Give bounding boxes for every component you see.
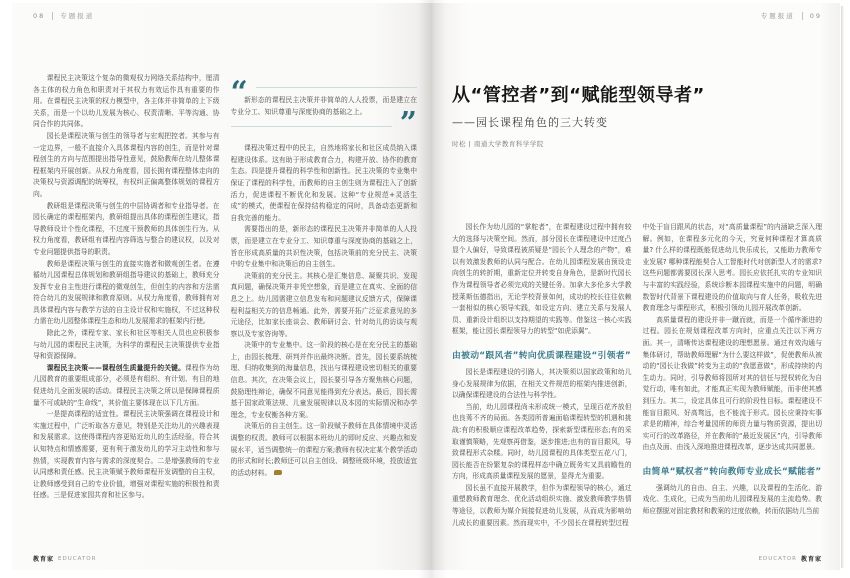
brand-name-en: EDUCATOR xyxy=(758,555,797,562)
section-heading-2: 由简单“赋权者”转向教师专业成长“赋能者” xyxy=(642,466,822,477)
right-section-label: 专题报道 xyxy=(760,12,795,20)
brand-name-cn: 教育家 xyxy=(33,556,55,563)
pull-quote-text: 新形态的课程民主决策并非简单的人人投票，而是建立在专业分工、知识尊重与深度协商的基础之上。 xyxy=(230,96,417,116)
brand-name-cn: 教育家 xyxy=(800,556,822,563)
paragraph: 一是提高课程的适宜性。课程民主决策强调在课程设计和实施过程中，广泛听取各方意见，特别是关注幼儿的兴趣表现和发展需求。这使得课程内容更贴近幼儿的生活经验，符合其认知特点和情感需要，更有利于激发幼儿的学习主动性和参与热情，实现教育内容与需求的深度契合。二是增强教师的专业认同感和责任感。民主决策赋予教师课程开发调整的自主权，让教师感受到自己的专业价值，增强对课程实施的积极性和责任感。三是促进家园共育和社区参与。 xyxy=(33,410,220,500)
paragraph: 需要指出的是，新形态的课程民主决策并非简单的人人投票，而是建立在专业分工、知识尊重与深度协商的基础之上，旨在形成高质量的共识性决策，包括决策前的充分民主、决策中的专业集中和决策后的自主创生。 xyxy=(230,225,417,269)
pull-quote-bottom-rule xyxy=(231,106,418,142)
right-page xyxy=(432,3,840,570)
paragraph: 除此之外，课程专家、家长和社区等相关人员也应积极参与幼儿园的课程民主决策，为科学的课程民主决策提供专业指导和资源保障。 xyxy=(33,329,220,361)
left-page-header xyxy=(33,11,94,20)
article-title: 从“管控者”到“赋能型领导者” xyxy=(452,85,705,106)
quote-rule-line xyxy=(231,126,392,127)
paragraph-text: 课程作为幼儿园教育的重要组成部分，必须是有组织、有计划、有目的地促进幼儿全面发展的活动。课程民主决策之所以是保障课程质量不可或缺的“生命线”，其价值主要体现在以下几方面。 xyxy=(33,363,220,407)
left-section-label: 专题报道 xyxy=(60,12,95,20)
paragraph: 园长作为幼儿园的“掌舵者”，在课程建设过程中拥有较大的选择与决策空间。然而，部分园长在课程建设中过度凸显个人偏好，导致课程被质疑是“园长个人理念的产物”，难以有效激发教师的认同与配合。在幼儿园课程发展由预设走向创生的转折期，重新定位并转变自身角色，是新时代园长作为课程领导者必须完成的关键任务。加拿大多伦多大学教授莱斯伍德指出，无论学校背景如何，成功的校长往往依赖一套相似的核心领导实践，如设定方向、建立关系与发展人员、重新设计组织以支持期望的实践等。借鉴这一核心实践框架，能让园长课程领导力的转型“如虎添翼”。 xyxy=(452,223,632,336)
left-page xyxy=(12,3,432,570)
left-column-2 xyxy=(231,73,418,546)
right-column-2 xyxy=(643,222,823,544)
right-page-number: 09 xyxy=(809,11,822,20)
close-quote-icon: ” xyxy=(399,106,417,142)
paragraph: 教研组是课程决策与创生的中层协调者和专业指导者。在园长确定的课程框架内，教研组提出具体的课程创生建议，指导教师设计个性化课程，不过度干预教师的具体创生行为。从权力角度看，教研组有课程内容筛选与整合的建议权，以及对专业问题提供指导的职责。 xyxy=(33,201,220,256)
open-quote-icon: “ xyxy=(230,75,248,110)
paragraph: 中处于盲目跟风的状态，对“高质量课程”的内涵缺乏深入理解。例如，在课程多元化的今天，究竟何种课程才算高质量? 什么样的课程既能促进幼儿快乐成长，又能助力教师专业发展? 哪种课程能契合人工智能时代对创新型人才的需求? 这些问题都需要园长深入思考。园长应依托扎实的专业知识与丰富的实践经验，系统诊断本园课程实施中的问题，明确数智时代背景下课程建设的价值取向与育人任务，吸收先进教育理念与课程形式，积极引领幼儿园开展改革创新。 xyxy=(642,223,822,313)
paragraph: 教师是课程决策与创生的直接实施者和微观创生者。在遵循幼儿园课程总体规划和教研组指导建议的基础上，教师充分发挥专业自主性进行课程的微观创生，但创生的内容和方法需符合幼儿的发展规律和教育原则。从权力角度看，教师拥有对具体课程内容与教学方法的自主设计权和实施权，不过这种权力需在幼儿园整体课程生态和幼儿发展需求的框架内行使。 xyxy=(33,259,220,326)
left-page-columns xyxy=(33,73,417,546)
left-page-number: 08 xyxy=(33,11,46,20)
paragraph: 决策前的充分民主。其核心是汇集信息、凝聚共识、发现真问题，确保决策并非凭空想象，而是建立在真实、全面的信息之上。幼儿园需建立信息发布和问题建议反馈方式，保障课程利益相关方的信息畅通。此外，需要开拓广泛征求意见的多元途径，比如家长座谈会、教师研讨会、针对幼儿的访谈与观察以及专家咨询等。 xyxy=(230,271,417,338)
paragraph: 园长是课程决策与创生的领导者与宏观把控者。其参与有一定边界，一般不直接介入具体课程内容的创生，而是针对课程创生的方向与范围提出指导性意见，鼓励教师在幼儿整体课程框架内开展创新。从权力角度看，园长拥有课程整体走向的决策权与资源调配的统筹权，有权纠正偏离整体规划的课程方向。 xyxy=(33,131,220,198)
brand-name-en: EDUCATOR xyxy=(58,555,97,562)
paragraph-text: 决策后的自主创生。这一阶段赋予教师在具体情境中灵活调整的权责。教师可以根据本班幼儿的即时反应、兴趣点和发展水平，适当调整统一的课程方案;教师有权决定某个教学活动的形式和时长;教师还可以自主创设、调整班级环境，投放适宜的活动材料。 xyxy=(230,422,417,477)
article-author: 时松 | 南通大学教育科学学院 xyxy=(452,140,544,148)
pull-quote xyxy=(230,75,418,142)
article-subtitle: ——园长课程角色的三大转变 xyxy=(452,116,608,129)
paragraph: 课程民主决策这个复杂的微观权力网络关系结构中，厘清各主体的权力角色和职责对于其权力有效运作具有重要的作用。在课程民主决策的权力模型中，各主体并非简单的上下级关系，而是一个以幼儿发展为核心、权责清晰、平等沟通、协同合作的共同体。 xyxy=(33,74,220,129)
right-page-footer xyxy=(759,554,822,563)
paragraph: 园长虽不直接开展教学，但作为课程领导的核心，通过重塑教师教育理念、优化活动组织实施、激发教师教学热情等途径，以教师为媒介间接促进幼儿发展，从而成为影响幼儿成长的重要因素。然而现实中，不少园长在课程转型过程 xyxy=(452,483,632,527)
paragraph-with-end-mark xyxy=(231,421,418,479)
article-end-mark-icon xyxy=(274,470,282,475)
left-page-footer xyxy=(33,554,96,563)
paragraph-with-bold-lead xyxy=(33,363,220,409)
section-heading-1: 由被动“跟风者”转向优质课程建设“引领者” xyxy=(452,350,631,361)
paragraph: 决策中的专业集中。这一阶段的核心是在充分民主的基础上，由园长梳理、研判并作出最终决断。首先，园长要系统梳理、归纳收集到的海量信息，找出与课程建设密切相关的重要信息。其次，在决策会议上，园长要引导各方聚焦核心问题，鼓励理性辩论，确保不同意见能得到充分表达。最后，园长需基于国家政策法规、儿童发展规律以及本园的实际情况和办学理念，专业权衡各种方案。 xyxy=(230,341,417,419)
right-page-columns xyxy=(452,222,822,544)
header-divider xyxy=(52,12,53,20)
article-head xyxy=(452,81,822,148)
left-column-1 xyxy=(33,73,220,546)
paragraph: 强调幼儿的自由、自主、兴趣，以及课程的生活化、游戏化、生成化，已成为当前幼儿园课程发展的主流趋势。教师应摆脱对固定教材和教案的过度依赖，转而依据幼儿当前 xyxy=(642,483,822,516)
paragraph: 园长是课程建设的引路人，其决策须以国家政策和幼儿身心发展规律为依据，在相关文件规范的框架内推进创新，以确保课程建设的合法性与科学性。 xyxy=(452,367,632,400)
page-edge xyxy=(841,6,844,568)
quote-rule-line xyxy=(256,87,417,88)
right-column-1 xyxy=(452,222,632,544)
paragraph: 课程决策过程中的民主，自然地将家长和社区成员纳入课程建设体系。这有助于形成教育合力，构建开放、协作的教育生态。四是提升课程的科学性和创新性。民主决策的专业集中保证了课程的科学性，而教师的自主创生则为课程注入了创新活力，促进课程不断优化和发展。这种“专业规范+灵活生成”的模式，使课程在保持结构稳定的同时，具备动态更新和自我完善的能力。 xyxy=(230,144,417,222)
header-divider xyxy=(802,12,803,20)
bold-lead-text: 课程民主决策——课程创生质量提升的关键。 xyxy=(46,363,185,372)
paragraph: 当前，幼儿园课程尚未形成统一模式，呈现百花齐放但也良莠不齐的局面。各类园所普遍面临课程转型的机遇和挑战:有的积极顺应课程改革趋势，探索新型课程形态;有的采取谨慎策略，先观察再借鉴，逐步推进;也有的盲目跟风，导致课程形式杂糅。同时，幼儿园课程的具体类型五花八门，园长能否在纷繁复杂的课程样态中确立既务实又具前瞻性的方向，形成高质量课程发展的愿景，显得尤为重要。 xyxy=(452,402,632,481)
right-page-header xyxy=(761,11,822,20)
paragraph: 高质量课程的建设并非一蹴而就，而是一个循序渐进的过程。园长在规划课程改革方向时，应重点关注以下两方面。其一，清晰传达课程建设的理想愿景。通过有效沟通与集体研讨，帮助教师理解“为什么要这样做”，促使教师从被动的“园长让我做”转变为主动的“我愿意做”，形成持续的内生动力。同时，引导教师将园所对其的信任与授权转化为自觉行动，唯有如此，才能真正实现为教师赋能，而非使其感到压力。其二，设定具体且可行的阶段性目标。课程建设不能盲目跟风、好高骛远，也不能流于形式。园长应秉持实事求是的精神，综合考量园所的师资力量与物质资源，提出切实可行的改革路径，并在教师的“最近发展区”内，引导教师由点及面、由浅入深地推进课程改革，逐步达成共同愿景。 xyxy=(642,315,822,452)
